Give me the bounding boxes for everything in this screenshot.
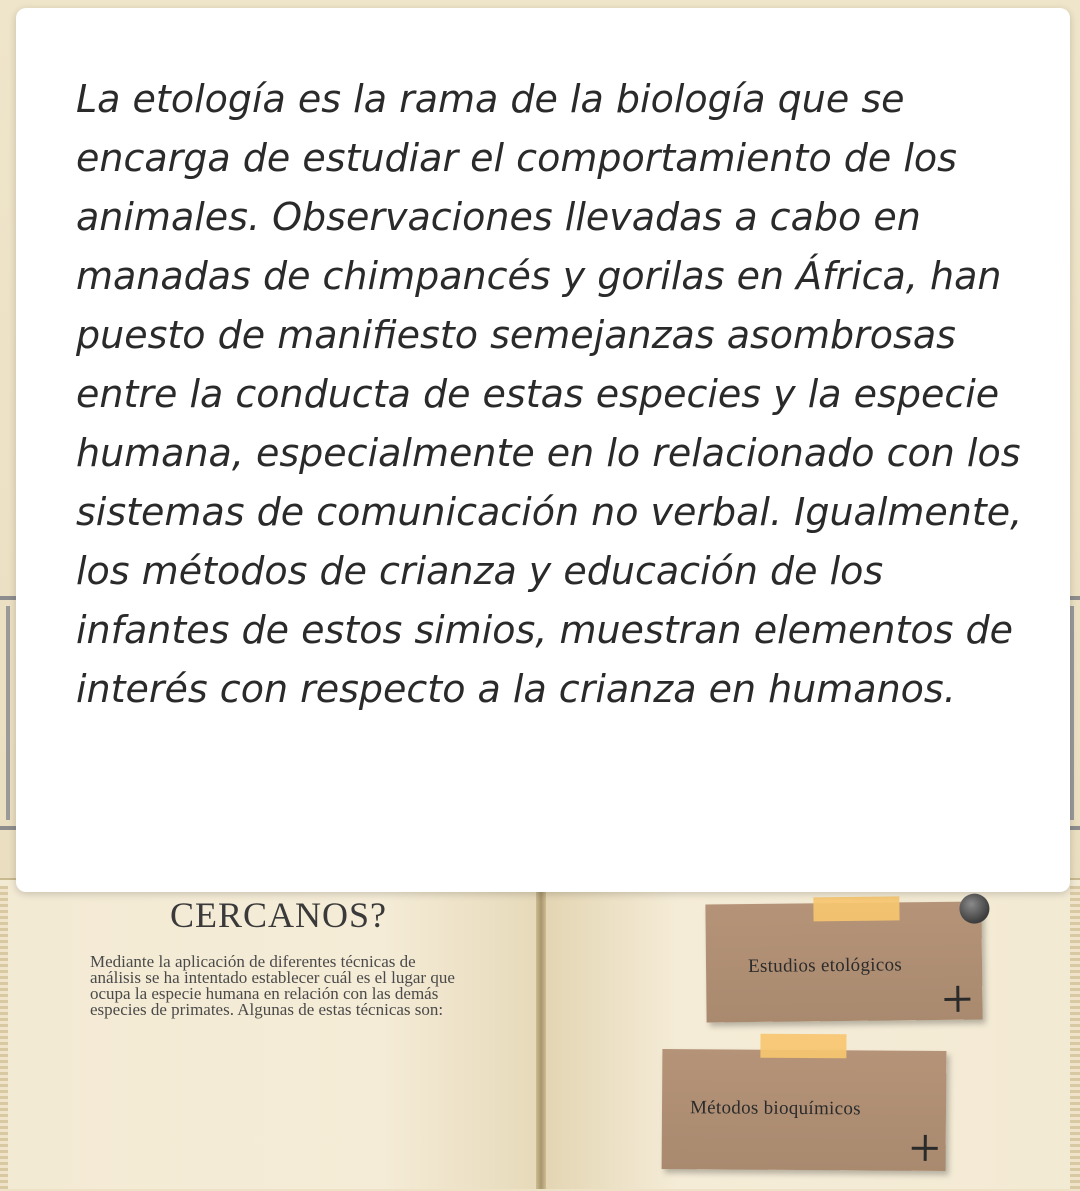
tape <box>760 1034 846 1059</box>
tape <box>813 896 899 921</box>
book-body-text: Mediante la aplicación de diferentes técnicas de análisis se ha intentado establecer cuál es el lugar que ocupa la especie humana en relación con las demás especies de primates. Algunas de estas técnicas son: <box>90 952 455 1019</box>
page-edges-right <box>1070 886 1080 1191</box>
card-metodos-bioquimicos[interactable] <box>662 1049 947 1171</box>
plus-icon[interactable] <box>944 986 970 1012</box>
card-label: Métodos bioquímicos <box>689 1097 861 1120</box>
card-estudios-etologicos[interactable] <box>705 902 982 1023</box>
popup-text: La etología es la rama de la biología que se encarga de estudiar el comportamiento de los animales. Observaciones llevadas a cabo en manadas de chimpancés y gorilas en África, han puesto de manifiesto semejanzas asombrosas entre la conducta de estas especies y la especie humana, especialmente en lo relacionado con los sistemas de comunicación no verbal. Igualmente, los métodos de crianza y educación de los infantes de estos simios, muestran elementos de interés con respecto a la crianza en humanos. <box>76 77 1023 711</box>
info-popup[interactable] <box>16 8 1070 892</box>
book-heading: CERCANOS? <box>170 895 388 935</box>
card-label: Estudios etológicos <box>747 954 903 978</box>
page-edges-left <box>0 886 8 1191</box>
book-left-page <box>0 878 544 1189</box>
plus-icon[interactable] <box>912 1135 938 1161</box>
pin-icon <box>959 893 989 923</box>
open-book <box>0 878 1080 1189</box>
book-spine <box>536 878 546 1189</box>
